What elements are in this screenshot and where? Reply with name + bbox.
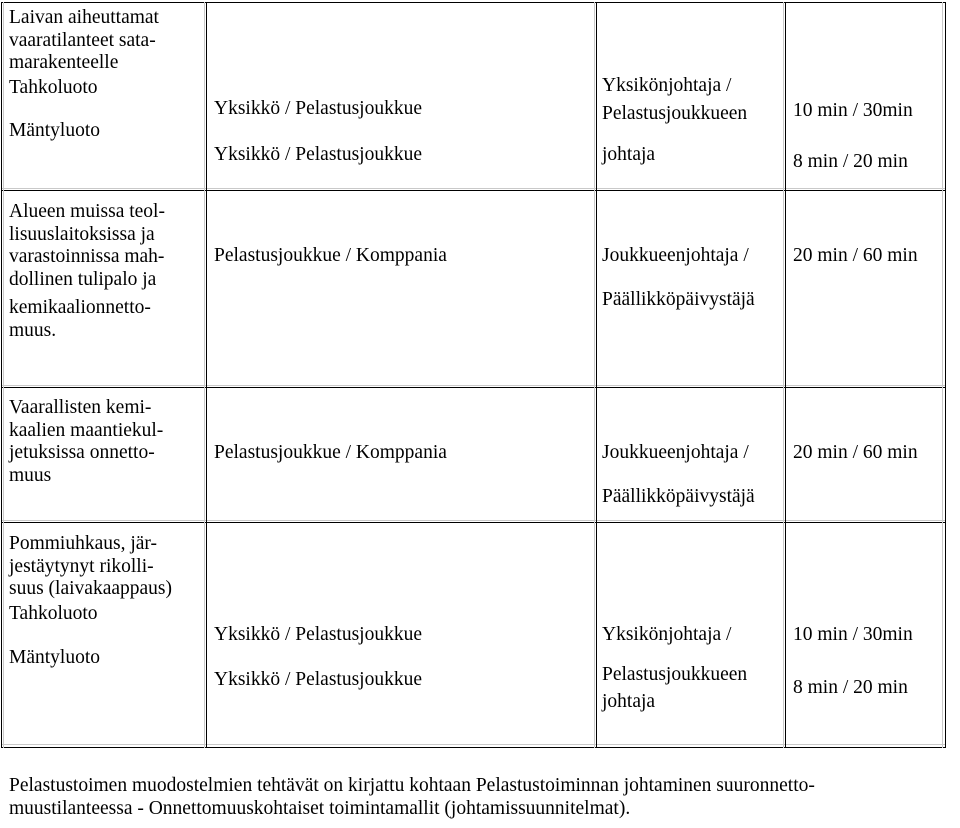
row2-situation xyxy=(9,201,165,342)
row-divider-2b xyxy=(1,387,946,388)
row4-situation-line2: jestäytynyt rikolli- xyxy=(9,555,154,577)
row2-situation-line4: dollinen tulipalo ja xyxy=(9,268,157,290)
row2-commander-line1: Joukkueenjohtaja / xyxy=(602,245,749,266)
table-border-bottom-inner xyxy=(1,744,946,745)
table-border-left xyxy=(1,2,2,748)
column-divider-2b xyxy=(596,2,597,748)
row-divider-2 xyxy=(1,385,946,386)
row4-response-time xyxy=(793,624,913,699)
row1-commander xyxy=(602,75,747,167)
row3-situation xyxy=(9,397,163,487)
row-divider-3 xyxy=(1,520,946,521)
row1-situation-line5: Mäntyluoto xyxy=(9,120,100,141)
column-divider-1 xyxy=(204,2,205,748)
row2-time-line1: 20 min / 60 min xyxy=(793,245,918,266)
row4-time-line2: 8 min / 20 min xyxy=(793,676,908,698)
row4-unit-line1: Yksikkö / Pelastusjoukkue xyxy=(214,624,422,645)
column-divider-2 xyxy=(594,2,595,748)
row3-unit xyxy=(214,442,447,465)
table-border-top xyxy=(1,2,946,3)
row2-unit xyxy=(214,245,447,268)
row2-unit-line1: Pelastusjoukkue / Komppania xyxy=(214,245,447,266)
column-divider-3 xyxy=(783,2,784,748)
row3-commander xyxy=(602,442,755,508)
row4-time-line1: 10 min / 30min xyxy=(793,624,913,645)
column-divider-1b xyxy=(206,2,207,748)
row3-situation-line4: muus xyxy=(9,464,52,486)
row1-situation-line4: Tahkoluoto xyxy=(9,76,98,98)
row1-time-line2: 8 min / 20 min xyxy=(793,150,908,172)
table-border-right xyxy=(945,2,946,748)
row4-commander-line2: Pelastusjoukkueen xyxy=(602,663,748,685)
footnote-line2: muustilanteessa - Onnettomuuskohtaiset toimintamallit (johtamissuunnitelmat). xyxy=(9,798,631,819)
row1-commander-line3: johtaja xyxy=(602,144,656,165)
row3-situation-line1: Vaarallisten kemi- xyxy=(9,397,152,418)
row3-situation-line3: jetuksissa onnetto- xyxy=(9,442,155,463)
table-border-bottom xyxy=(1,747,946,748)
footnote-line1: Pelastustoimen muodostelmien tehtävät on kirjattu kohtaan Pelastustoiminnan johtaminen suuronnetto- xyxy=(9,775,815,796)
row3-time-line1: 20 min / 60 min xyxy=(793,442,918,463)
row2-situation-line2: lisuuslaitoksissa ja xyxy=(9,223,155,245)
row4-unit xyxy=(214,624,422,691)
row1-situation-line2: vaaratilanteet sata- xyxy=(9,29,156,51)
row3-commander-line2: Päällikköpäivystäjä xyxy=(602,485,755,507)
footnote xyxy=(9,774,954,820)
row-divider-1 xyxy=(1,188,946,189)
row4-situation-line5: Mäntyluoto xyxy=(9,647,100,668)
row2-situation-line1: Alueen muissa teol- xyxy=(9,201,165,222)
row3-response-time xyxy=(793,442,918,465)
column-divider-3b xyxy=(785,2,786,748)
table-border-left-inner xyxy=(3,2,4,748)
row-divider-3b xyxy=(1,522,946,523)
row1-unit-line1: Yksikkö / Pelastusjoukkue xyxy=(214,98,422,119)
row2-commander xyxy=(602,245,755,311)
row4-situation-line1: Pommiuhkaus, jär- xyxy=(9,533,158,554)
row3-situation-line2: kaalien maantiekul- xyxy=(9,419,164,441)
row1-unit-line2: Yksikkö / Pelastusjoukkue xyxy=(214,143,422,165)
row1-commander-line1: Yksikönjohtaja / xyxy=(602,75,732,96)
row2-situation-line6: muus. xyxy=(9,319,57,341)
row1-situation-line1: Laivan aiheuttamat xyxy=(9,7,159,28)
row2-situation-line5: kemikaalionnetto- xyxy=(9,297,151,318)
row1-response-time xyxy=(793,100,913,173)
response-table xyxy=(1,2,946,748)
table-border-right-inner xyxy=(942,2,943,748)
row1-situation xyxy=(9,7,159,143)
row4-commander-line3: johtaja xyxy=(602,691,656,712)
row1-unit xyxy=(214,98,422,166)
row4-commander xyxy=(602,624,747,714)
row3-unit-line1: Pelastusjoukkue / Komppania xyxy=(214,442,447,463)
row1-situation-line3: marakenteelle xyxy=(9,52,119,73)
row2-situation-line3: varastoinnissa mah- xyxy=(9,246,165,267)
row2-response-time xyxy=(793,245,918,268)
row1-commander-line2: Pelastusjoukkueen xyxy=(602,102,748,124)
row4-unit-line2: Yksikkö / Pelastusjoukkue xyxy=(214,668,422,690)
row-divider-1b xyxy=(1,190,946,191)
row1-time-line1: 10 min / 30min xyxy=(793,100,913,121)
row4-situation-line3: suus (laivakaappaus) xyxy=(9,578,172,599)
row2-commander-line2: Päällikköpäivystäjä xyxy=(602,288,755,310)
row4-commander-line1: Yksikönjohtaja / xyxy=(602,624,732,645)
row4-situation xyxy=(9,533,172,670)
row3-commander-line1: Joukkueenjohtaja / xyxy=(602,442,749,463)
row4-situation-line4: Tahkoluoto xyxy=(9,602,98,624)
